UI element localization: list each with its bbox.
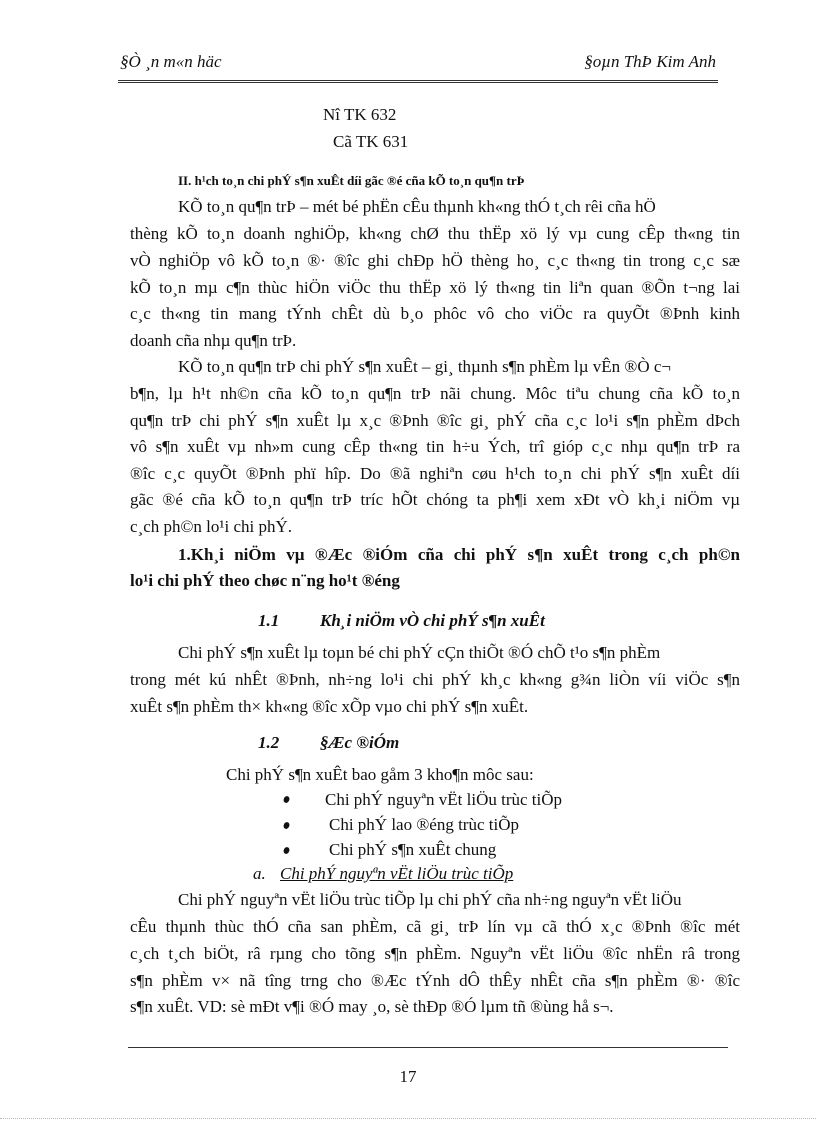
paragraph-2-line: qu¶n trÞ chi phÝ s¶n xuÊt lµ x¸c ®Þnh ®îc gi¸ phÝ cña c¸c lo¹i s¶n phÈm dÞch: [130, 411, 740, 430]
paragraph-1-line: KÕ to¸n qu¶n trÞ – mét bé phËn cÊu thµnh kh«ng thÓ t¸ch rêi cña hÖ: [178, 197, 656, 216]
paragraph-1-line: vÒ nghiÖp vô kÕ to¸n ®· ®îc ghi chÐp hÖ thèng ho¸ c¸c th«ng tin trong c¸c sæ: [130, 251, 740, 270]
paragraph-1-line: doanh cña nhµ qu¶n trÞ.: [130, 331, 297, 350]
section-heading-ii: II. h¹ch to¸n chi phÝ s¶n xuÊt díi gãc ®é cña kÕ to¸n qu¶n trÞ: [178, 173, 525, 188]
paragraph-2-line: vô s¶n xuÊt vµ nh»m cung cÊp th«ng tin h÷u Ých, trî gióp c¸c nhµ qu¶n trÞ ra: [130, 437, 740, 456]
heading-1-line: lo¹i chi phÝ theo chøc n¨ng ho¹t ®éng: [130, 571, 400, 590]
paragraph-3-line: Chi phÝ s¶n xuÊt lµ toµn bé chi phÝ cÇn thiÕt ®Ó chÕ t¹o s¶n phÈm: [178, 643, 661, 662]
paragraph-2-line: b¶n, lµ h¹t nh©n cña kÕ to¸n qu¶n trÞ nãi chung. Môc tiªu chung cña kÕ to¸n: [130, 384, 740, 403]
paragraph-4-line: cÊu thµnh thùc thÓ cña san phÈm, cã gi¸ trÞ lín vµ cã thÓ x¸c ®Þnh ®îc mét: [130, 917, 740, 936]
subheading-1-2-title: §Æc ®iÓm: [320, 733, 400, 752]
heading-1-line: 1.Kh¸i niÖm vµ ®Æc ®iÓm cña chi phÝ s¶n xuÊt trong c¸ch ph©n: [178, 545, 740, 564]
paragraph-1-line: c¸c th«ng tin mang tÝnh chÊt dù b¸o phôc vô cho viÖc ra quyÕt ®Þnh kinh: [130, 304, 740, 323]
paragraph-2-line: KÕ to¸n qu¶n trÞ chi phÝ s¶n xuÊt – gi¸ thµnh s¶n phÈm lµ vÊn ®Ò c¬: [178, 357, 672, 376]
list-item: Chi phÝ lao ®éng trùc tiÕp: [329, 815, 519, 834]
header-divider-double: [118, 82, 718, 83]
paragraph-4-line: Chi phÝ nguyªn vËt liÖu trùc tiÕp lµ chi phÝ cña nh÷ng nguyªn vËt liÖu: [178, 890, 682, 909]
header-author-name: §oµn ThÞ Kim Anh: [584, 52, 716, 71]
page-break-line: [0, 1118, 816, 1119]
list-item: Chi phÝ nguyªn vËt liÖu trùc tiÕp: [325, 790, 563, 809]
paragraph-1-line: thèng kÕ to¸n doanh nghiÖp, kh«ng chØ thu thËp xö lý vµ cung cÊp th«ng tin: [130, 224, 740, 243]
subsection-a-title: Chi phÝ nguyªn vËt liÖu trùc tiÕp: [280, 864, 514, 883]
bullet-icon: [282, 795, 290, 804]
paragraph-2-line: ®îc c¸c quyÕt ®Þnh phï hîp. Do ®ã nghiªn cøu h¹ch to¸n chi phÝ s¶n xuÊt díi: [130, 464, 740, 483]
subheading-number: 1.2: [258, 733, 280, 752]
paragraph-3-line: trong mét kú nhÊt ®Þnh, nh÷ng lo¹i chi phÝ kh¸c kh«ng g¾n liÒn víi viÖc s¶n: [130, 670, 740, 689]
page-number: 17: [399, 1067, 417, 1086]
subheading-1-1-title: Kh¸i niÖm vÒ chi phÝ s¶n xuÊt: [320, 611, 545, 630]
subsection-label: a.: [253, 864, 266, 883]
header-divider: [118, 80, 718, 81]
header-course-title: §Ò ¸n m«n häc: [120, 52, 222, 71]
bullet-icon: [282, 821, 290, 830]
list-item: Chi phÝ s¶n xuÊt chung: [329, 840, 497, 859]
credit-entry: Cã TK 631: [333, 132, 409, 151]
paragraph-4-line: c¸ch t¸ch biÖt, râ rµng cho tõng s¶n phÈm. Nguyªn vËt liÖu ®îc nhËn râ trong: [130, 944, 740, 963]
paragraph-1-line: kÕ to¸n mµ c¶n thùc hiÖn viÖc thu thËp xö lý th«ng tin liªn quan ®Õn t¬ng lai: [130, 278, 740, 297]
paragraph-2-line: c¸ch ph©n lo¹i chi phÝ.: [130, 517, 293, 536]
subheading-number: 1.1: [258, 611, 280, 630]
paragraph-4-line: s¶n phÈm v× nã tîng trng cho ®Æc tÝnh dÔ thÊy nhÊt cña s¶n phÈm ®· ®îc: [130, 971, 740, 990]
paragraph-3-line: xuÊt s¶n phÈm th× kh«ng ®îc xÕp vµo chi phÝ s¶n xuÊt.: [130, 697, 529, 716]
bullet-icon: [282, 846, 290, 855]
list-intro: Chi phÝ s¶n xuÊt bao gåm 3 kho¶n môc sau:: [226, 765, 534, 784]
footer-divider: [128, 1047, 728, 1048]
paragraph-2-line: gãc ®é cña kÕ to¸n qu¶n trÞ tríc hÕt chóng ta ph¶i xem xÐt vÒ kh¸i niÖm vµ: [130, 490, 740, 509]
debit-entry: Nî TK 632: [323, 105, 397, 124]
paragraph-4-line: s¶n xuÊt. VD: sè mÐt v¶i ®Ó may ¸o, sè thÐp ®Ó lµm tñ ®ùng hå s¬.: [130, 997, 614, 1016]
